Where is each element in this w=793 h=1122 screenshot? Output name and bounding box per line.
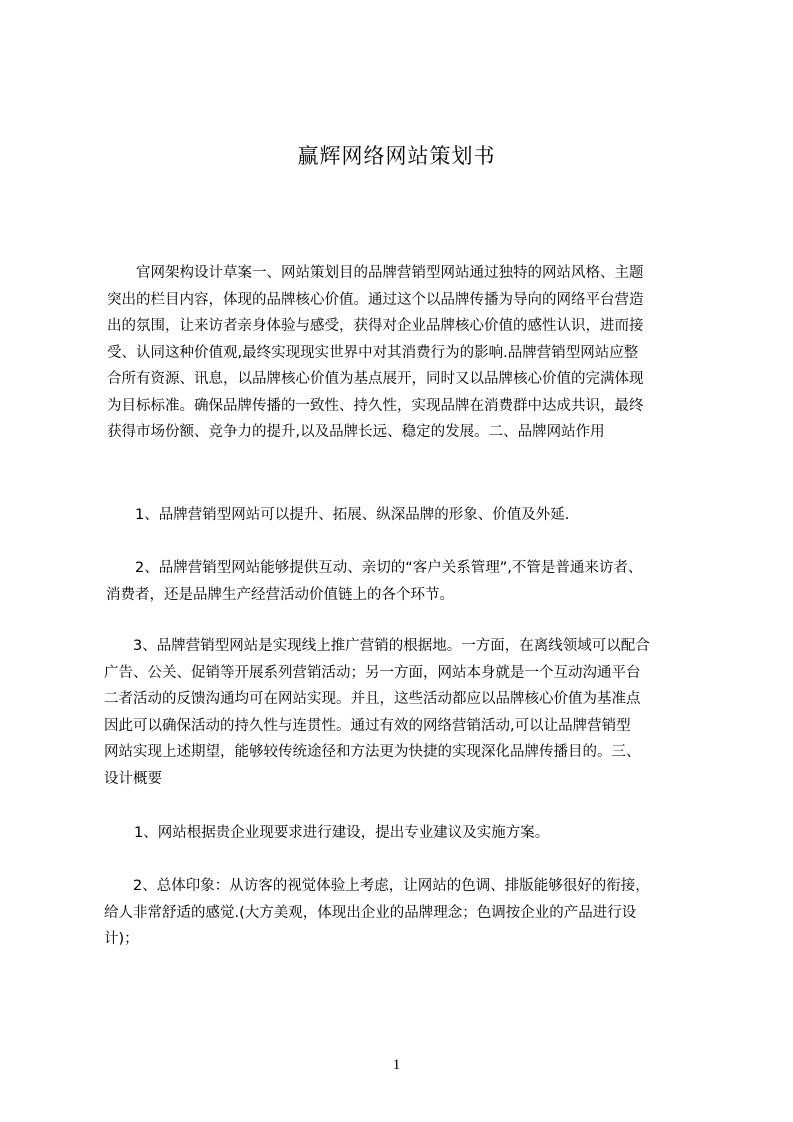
text-line: 官网架构设计草案一、网站策划目的品牌营销型网站通过独特的网站风格、主题: [107, 265, 644, 281]
text-line: 网站实现上述期望，能够较传统途径和方法更为快捷的实现深化品牌传播目的。三、: [104, 744, 641, 760]
text-line: 给人非常舒适的感觉.(大方美观，体现出企业的品牌理念；色调按企业的产品进行设: [104, 904, 637, 921]
text-line: 1、品牌营销型网站可以提升、拓展、纵深品牌的形象、价值及外延.: [135, 507, 570, 523]
text-line: 二者活动的反馈沟通均可在网站实现。并且，这些活动都应以品牌核心价值为基准点: [104, 691, 641, 707]
text-line: 突出的栏目内容，体现的品牌核心价值。通过这个以品牌传播为导向的网络平台营造: [107, 291, 644, 308]
text-line: 2、总体印象：从访客的视觉体验上考虑，让网站的色调、排版能够很好的衔接，: [104, 878, 650, 894]
document-title: 赢辉网络网站策划书: [297, 144, 496, 168]
text-line: 2、品牌营销型网站能够提供互动、亲切的“客户关系管理”,不管是普通来访者、: [106, 560, 643, 576]
text-line: 受、认同这种价值观,最终实现现实世界中对其消费行为的影响.品牌营销型网站应整: [107, 344, 639, 361]
paragraph-design-item-1: [134, 820, 549, 847]
paragraph-purpose: [107, 260, 644, 446]
paragraph-design-item-2: [104, 873, 650, 953]
text-line: 3、品牌营销型网站是实现线上推广营销的根据地。一方面，在离线领域可以配合: [104, 638, 650, 654]
paragraph-role-item-2: [106, 555, 642, 608]
page-number: 1: [392, 1057, 401, 1073]
text-line: 设计概要: [104, 770, 162, 787]
text-line: 出的氛围，让来访者亲身体验与感受，获得对企业品牌核心价值的感性认识，进而接: [107, 318, 644, 334]
text-line: 因此可以确保活动的持久性与连贯性。通过有效的网络营销活动,可以让品牌营销型: [104, 717, 631, 734]
text-line: 获得市场份额、竞争力的提升,以及品牌长远、稳定的发展。二、品牌网站作用: [107, 424, 605, 440]
text-line: 消费者，还是品牌生产经营活动价值链上的各个环节。: [106, 586, 454, 603]
text-line: 为目标标准。确保品牌传播的一致性、持久性，实现品牌在消费群中达成共识，最终: [107, 397, 644, 414]
text-line: 计)；: [104, 931, 139, 947]
text-line: 合所有资源、讯息，以品牌核心价值为基点展开，同时又以品牌核心价值的完满体现: [107, 371, 644, 387]
text-line: 广告、公关、促销等开展系列营销活动；另一方面，网站本身就是一个互动沟通平台: [104, 664, 641, 681]
text-line: 1、网站根据贵企业现要求进行建设，提出专业建议及实施方案。: [134, 825, 550, 841]
paragraph-role-item-1: [135, 502, 569, 529]
paragraph-role-item-3: [104, 633, 650, 792]
